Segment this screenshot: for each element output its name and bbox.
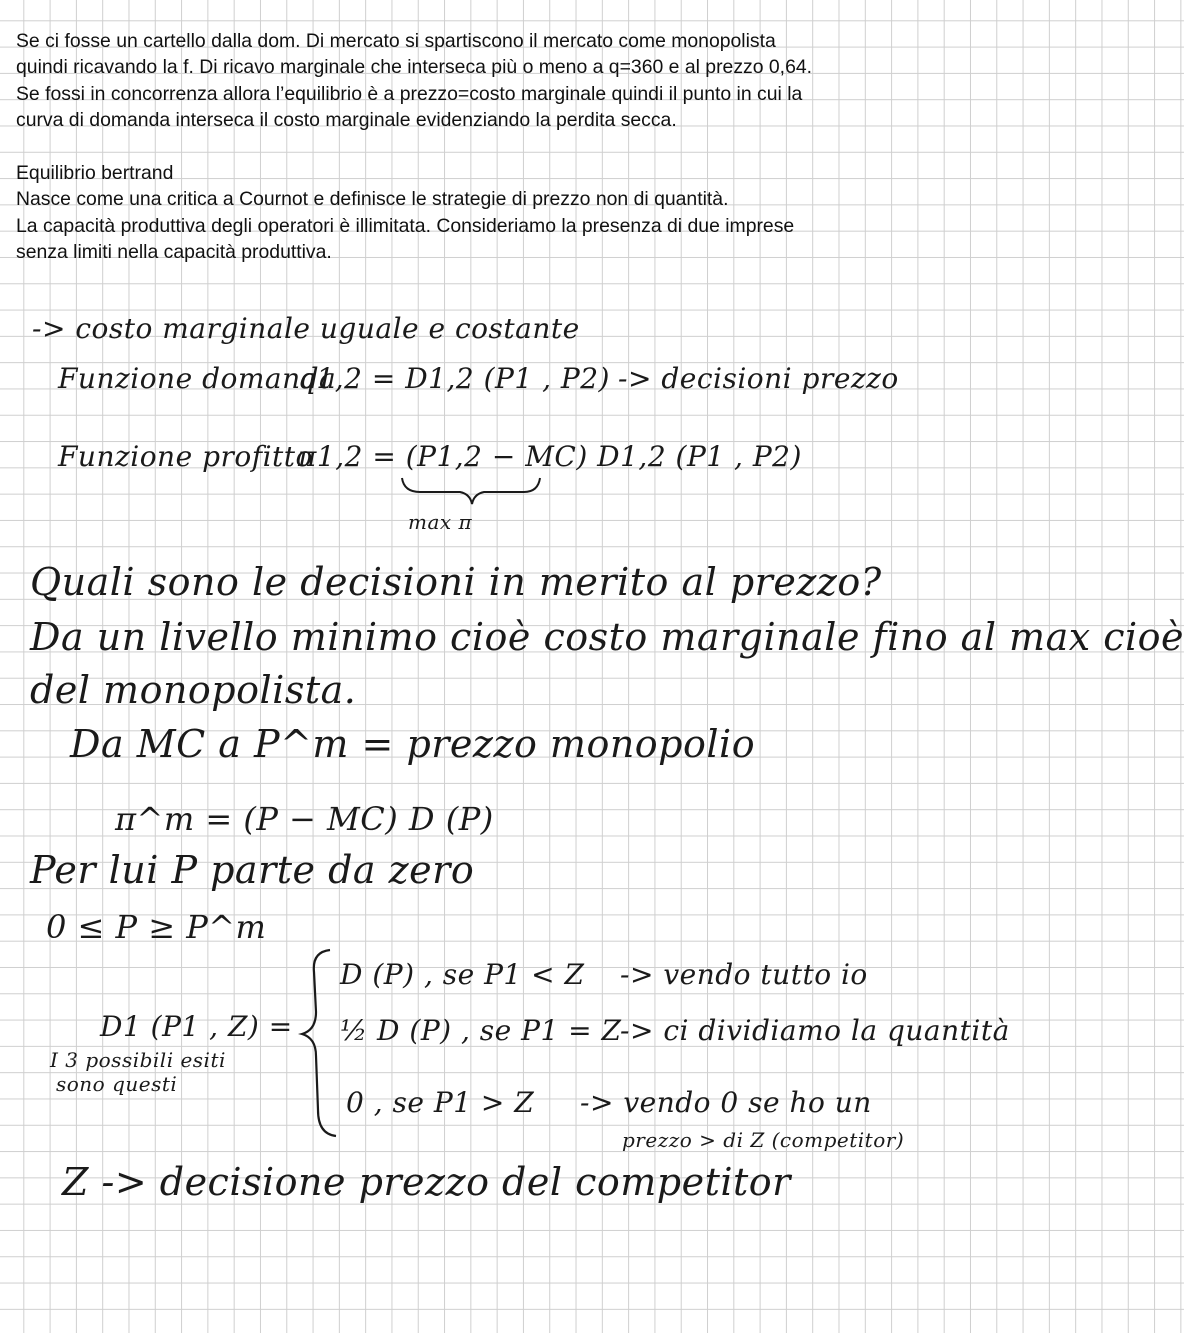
typed-line: quindi ricavando la f. Di ricavo marginale che interseca più o meno a q=360 e al prezzo 0,64. bbox=[16, 56, 813, 79]
handwritten-line: Da MC a P^m = prezzo monopolio bbox=[70, 722, 756, 766]
case-lhs: D1 (P1 , Z) = bbox=[100, 1010, 293, 1043]
handwritten-label: Funzione profitto bbox=[58, 440, 313, 473]
typed-line: Se fossi in concorrenza allora l’equilibrio è a prezzo=costo marginale quindi il punto in cui la bbox=[16, 82, 803, 105]
handwritten-line: Z -> decisione prezzo del competitor bbox=[62, 1160, 791, 1204]
handwritten-line: Da un livello minimo cioè costo marginale fino al max cioè bbox=[30, 615, 1184, 659]
typed-line: La capacità produttiva degli operatori è illimitata. Consideriamo la presenza di due imprese bbox=[16, 214, 795, 237]
handwritten-line: Per lui P parte da zero bbox=[30, 848, 475, 892]
case-note: -> vendo 0 se ho un bbox=[580, 1086, 872, 1119]
handwritten-note: -> decisioni prezzo bbox=[618, 362, 899, 395]
handwritten-formula: π1,2 = (P1,2 − MC) D1,2 (P1 , P2) bbox=[298, 440, 802, 473]
handwritten-formula: q1,2 = D1,2 (P1 , P2) bbox=[298, 362, 610, 395]
typed-line: senza limiti nella capacità produttiva. bbox=[16, 241, 332, 264]
handwritten-formula: π^m = (P − MC) D (P) bbox=[115, 800, 494, 838]
case-row: D (P) , se P1 < Z bbox=[340, 958, 585, 991]
typed-line: Nasce come una critica a Cournot e definisce le strategie di prezzo non di quantità. bbox=[16, 188, 729, 211]
typed-line: curva di domanda interseca il costo marginale evidenziando la perdita secca. bbox=[16, 109, 677, 132]
handwritten-label: Funzione domanda bbox=[58, 362, 337, 395]
handwritten-line: -> costo marginale uguale e costante bbox=[32, 312, 580, 345]
handwritten-brace-note: max π bbox=[408, 510, 473, 534]
section-title: Equilibrio bertrand bbox=[16, 162, 174, 185]
case-note: prezzo > di Z (competitor) bbox=[622, 1128, 905, 1152]
handwritten-line: del monopolista. bbox=[30, 668, 357, 712]
typed-notes bbox=[16, 28, 986, 266]
handwritten-line: Quali sono le decisioni in merito al prezzo? bbox=[30, 560, 882, 604]
case-row: ½ D (P) , se P1 = Z bbox=[340, 1014, 622, 1047]
case-brace bbox=[302, 950, 336, 1136]
case-note: I 3 possibili esiti bbox=[50, 1048, 226, 1072]
case-note: -> vendo tutto io bbox=[620, 958, 868, 991]
case-note: sono questi bbox=[56, 1072, 178, 1096]
underbrace bbox=[402, 478, 540, 504]
case-note: -> ci dividiamo la quantità bbox=[620, 1014, 1010, 1047]
handwritten-formula: 0 ≤ P ≥ P^m bbox=[46, 908, 267, 946]
typed-line: Se ci fosse un cartello dalla dom. Di mercato si spartiscono il mercato come monopolista bbox=[16, 30, 776, 52]
case-row: 0 , se P1 > Z bbox=[346, 1086, 535, 1119]
